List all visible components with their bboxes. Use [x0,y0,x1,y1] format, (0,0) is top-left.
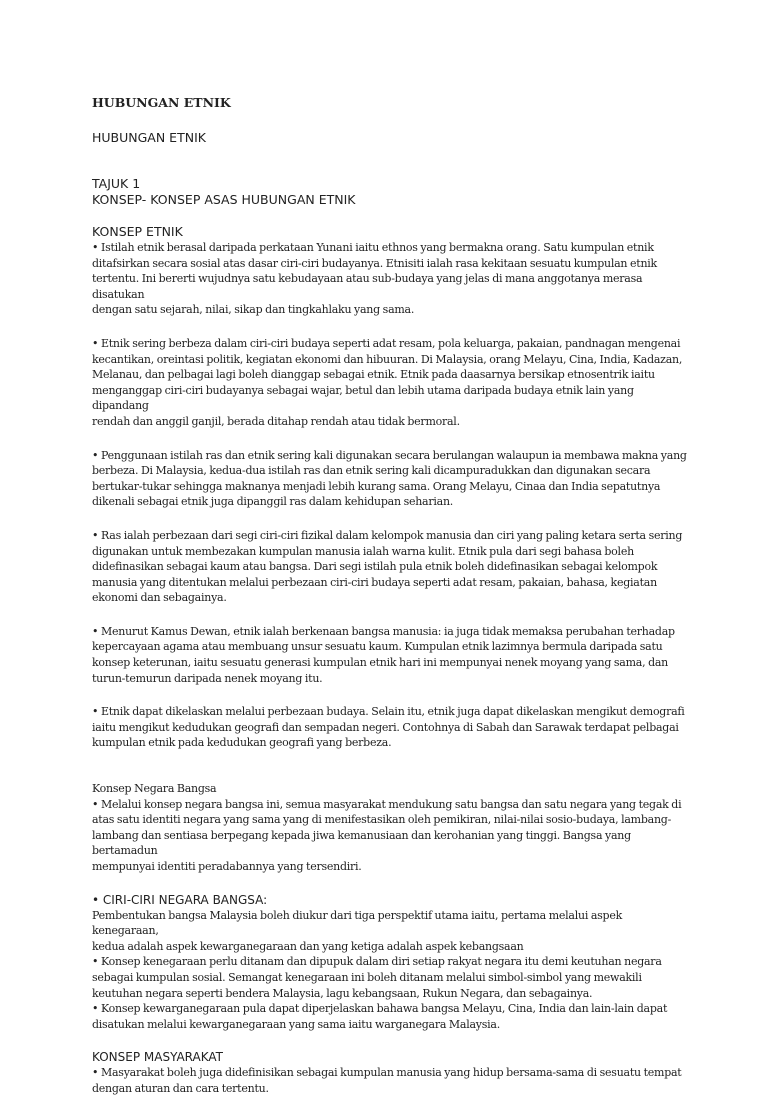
paragraph-6: • Etnik dapat dikelaskan melalui perbezaan budaya. Selain itu, etnik juga dapat dikelaskan mengikut demografi iaitu mengikut kedudukan geografi dan sempadan negeri. Contohnya di Sabah dan Sarawak terdapat pelbagai kumpulan etnik pada kedudukan geografi yang berbeza. [92,705,685,750]
document-subtitle: HUBUNGAN ETNIK [92,130,206,145]
tajuk-label: TAJUK 1 [92,176,141,191]
paragraph-4: • Ras ialah perbezaan dari segi ciri-ciri fizikal dalam kelompok manusia dan ciri yang paling ketara serta sering digunakan untuk membezakan kumpulan manusia ialah warna kulit. Etnik pula dari segi bahasa boleh didefinasikan sebagai kaum atau bangsa. Dari segi istilah pula etnik boleh didefinasikan sebagai kelompok manusia yang ditentukan melalui perbezaan ciri-ciri budaya seperti adat resam, pakaian, bahasa, kegiatan ekonomi dan sebagainya. [92,528,683,605]
konsep-masyarakat-heading: KONSEP MASYARAKAT [92,1050,223,1065]
paragraph-1: • Istilah etnik berasal daripada perkataan Yunani iaitu ethnos yang bermakna orang. Satu kumpulan etnik ditafsirkan secara sosial atas dasar ciri-ciri budayanya. Etnisiti ialah rasa kekitaan sesuatu kumpulan etnik tertentu. Ini bererti wujudnya satu kebudayaan atau sub-budaya yang jelas di mana anggotanya merasa disatukan dengan satu sejarah, nilai, sikap dan tingkahlaku yang sama. [92,241,657,317]
paragraph-2: • Etnik sering berbeza dalam ciri-ciri budaya seperti adat resam, pola keluarga, pakaian, pandnagan mengenai kecantikan, oreintasi politik, kegiatan ekonomi dan hibuuran. Di Malaysia, orang Melayu, Cina, India, Kadazan, Melanau, dan pelbagai lagi boleh dianggap sebagai etnik. Etnik pada daasarnya bersikap etnosentrik iaitu menganggap ciri-ciri budayanya sebagai wajar, betul dan lebih utama daripada budaya etnik lain yang dipandang rendah dan anggil ganjil, berada ditahap rendah atau tidak bermoral. [92,336,683,428]
negara-bangsa-heading: Konsep Negara Bangsa [92,782,217,796]
document-title: HUBUNGAN ETNIK [92,95,231,110]
tajuk-name: KONSEP- KONSEP ASAS HUBUNGAN ETNIK [92,192,356,207]
paragraph-8: Pembentukan bangsa Malaysia boleh diukur dari tiga perspektif utama iaitu, pertama melalui aspek kenegaraan, kedua adalah aspek kewarganegaraan dan yang ketiga adalah aspek kebangsaan • Konsep kenegaraan perlu ditanam dan dipupuk dalam diri setiap rakyat negara itu demi keutuhan negara sebagai kumpulan sosial. Semangat kenegaraan ini boleh ditanam melalui simbol-simbol yang mewakili keutuhan negara seperti bendera Malaysia, lagu kebangsaan, Rukun Negara, dan sebagainya. • Konsep kewarganegaraan pula dapat diperjelaskan bahawa bangsa Melayu, Cina, India dan lain-lain dapat disatukan melalui kewarganegaraan yang sama iaitu warganegara Malaysia. [92,908,668,1031]
paragraph-5: • Menurut Kamus Dewan, etnik ialah berkenaan bangsa manusia: ia juga tidak memaksa perubahan terhadap kepercayaan agama atau membuang unsur sesuatu kaum. Kumpulan etnik lazimnya bermula daripada satu konsep keterunan, iaitu sesuatu generasi kumpulan etnik hari ini mempunyai nenek moyang yang sama, dan turun-temurun daripada nenek moyang itu. [92,624,675,685]
paragraph-3: • Penggunaan istilah ras dan etnik sering kali digunakan secara berulangan walaupun ia membawa makna yang berbeza. Di Malaysia, kedua-dua istilah ras dan etnik sering kali dicampuradukkan dan digunakan secara bertukar-tukar sehingga maknanya menjadi lebih kurang sama. Orang Melayu, Cinaa dan India sepatutnya dikenali sebagai etnik juga dipanggil ras dalam kehidupan seharian. [92,448,687,509]
konsep-etnik-heading: KONSEP ETNIK [92,224,183,239]
paragraph-7: • Melalui konsep negara bangsa ini, semua masyarakat mendukung satu bangsa dan satu negara yang tegak di atas satu identiti negara yang sama yang di menifestasikan oleh pemikiran, nilai-nilai sosio-budaya, lambang- lambang dan sentiasa berpegang kepada jiwa kemanusiaan dan kerohanian yang tinggi. Bangsa yang bertamadun mempunyai identiti peradabannya yang tersendiri. [92,797,682,873]
ciri-negara-bangsa-heading: • CIRI-CIRI NEGARA BANGSA: [92,892,268,907]
paragraph-9: • Masyarakat boleh juga didefinisikan sebagai kumpulan manusia yang hidup bersama-sama di sesuatu tempat dengan aturan dan cara tertentu. [92,1066,682,1095]
